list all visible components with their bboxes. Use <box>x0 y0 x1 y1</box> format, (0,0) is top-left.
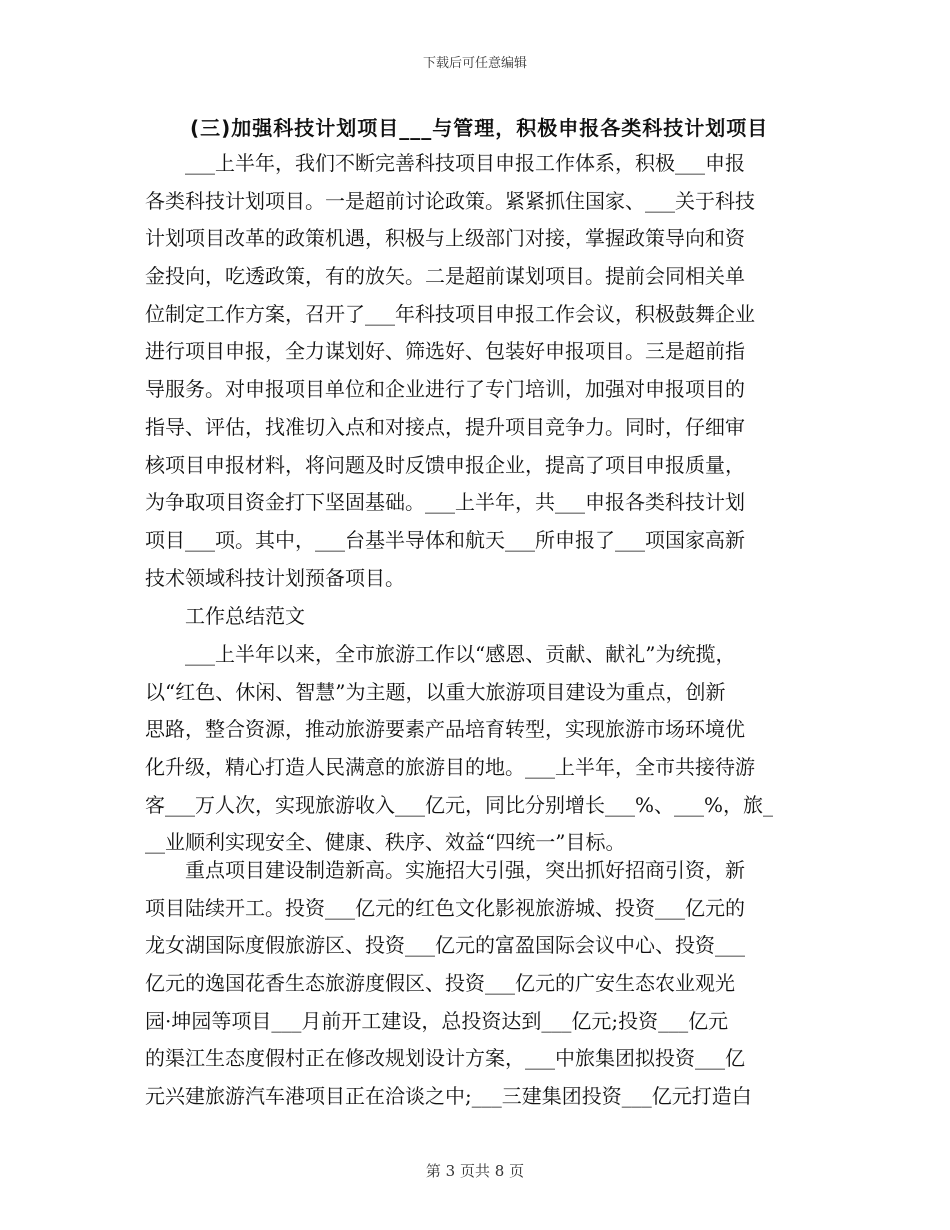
paragraph-line: 导服务。对申报项目单位和企业进行了专门培训，加强对申报项目的 <box>145 377 745 402</box>
paragraph-line: 各类科技计划项目。一是超前讨论政策。紧紧抓住国家、___关于科技 <box>145 188 755 213</box>
paragraph-2 <box>145 636 805 862</box>
page-header: 下载后可任意编辑 <box>422 56 527 71</box>
paragraph-line: 重点项目建设制造新高。实施招大引强，突出抓好招商引资，新 <box>145 858 745 882</box>
paragraph-3 <box>145 852 805 1116</box>
paragraph-line: ___上半年，我们不断完善科技项目申报工作体系，积极___申报 <box>145 151 745 175</box>
paragraph-line: 项目___项。其中，___台基半导体和航天___所申报了___项国家高新 <box>145 527 745 552</box>
paragraph-line: 客___万人次，实现旅游收入___亿元，同比分别增长___%、___%，旅_ <box>145 792 774 817</box>
paragraph-line: 龙女湖国际度假旅游区、投资___亿元的富盈国际会议中心、投资___ <box>145 933 745 958</box>
paragraph-line: 核项目申报材料，将问题及时反馈申报企业，提高了项目申报质量， <box>145 452 745 477</box>
section-title-text: 工作总结范文 <box>145 604 305 628</box>
paragraph-line: 计划项目改革的政策机遇，积极与上级部门对接，掌握政策导向和资 <box>145 226 745 251</box>
paragraph-line: 的渠江生态度假村正在修改规划设计方案，___中旅集团拟投资___亿 <box>145 1046 745 1071</box>
paragraph-line: 亿元的逸国花香生态旅游度假区、投资___亿元的广安生态农业观光 <box>145 971 735 996</box>
paragraph-line: 园·坤园等项目___月前开工建设，总投资达到___亿元;投资___亿元 <box>145 1008 729 1033</box>
paragraph-line: 进行项目申报，全力谋划好、筛选好、包装好申报项目。三是超前指 <box>145 339 745 364</box>
paragraph-line: 项目陆续开工。投资___亿元的红色文化影视旅游城、投资___亿元的 <box>145 895 745 920</box>
section-title <box>145 598 805 636</box>
paragraph-line: 位制定工作方案，召开了___年科技项目申报工作会议，积极鼓舞企业 <box>145 301 755 326</box>
paragraph-line: 为争取项目资金打下坚固基础。___上半年，共___申报各类科技计划 <box>145 490 745 515</box>
paragraph-line: 指导、评估，找准切入点和对接点，提升项目竞争力。同时，仔细审 <box>145 414 745 439</box>
paragraph-line: 思路，整合资源，推动旅游要素产品培育转型，实现旅游市场环境优 <box>145 717 745 742</box>
paragraph-line: 元兴建旅游汽车港项目正在洽谈之中;___三建集团投资___亿元打造白 <box>145 1084 752 1109</box>
page-footer: 第 3 页共 8 页 <box>425 1162 525 1180</box>
paragraph-line: 技术领域科技计划预备项目。 <box>145 565 405 590</box>
section-heading: (三)加强科技计划项目___与管理，积极申报各类科技计划项目 <box>190 116 769 140</box>
paragraph-line: 以“红色、休闲、智慧”为主题，以重大旅游项目建设为重点，创新 <box>145 679 726 704</box>
paragraph-line: ___上半年以来，全市旅游工作以“感恩、贡献、献礼”为统揽， <box>145 642 736 666</box>
paragraph-line: 金投向，吃透政策，有的放矢。二是超前谋划项目。提前会同相关单 <box>145 264 745 289</box>
paragraph-line: __业顺利实现安全、健康、秩序、效益“四统一”目标。 <box>145 830 626 855</box>
paragraph-line: 化升级，精心打造人民满意的旅游目的地。___上半年，全市共接待游 <box>145 755 755 780</box>
paragraph-1 <box>145 145 805 597</box>
